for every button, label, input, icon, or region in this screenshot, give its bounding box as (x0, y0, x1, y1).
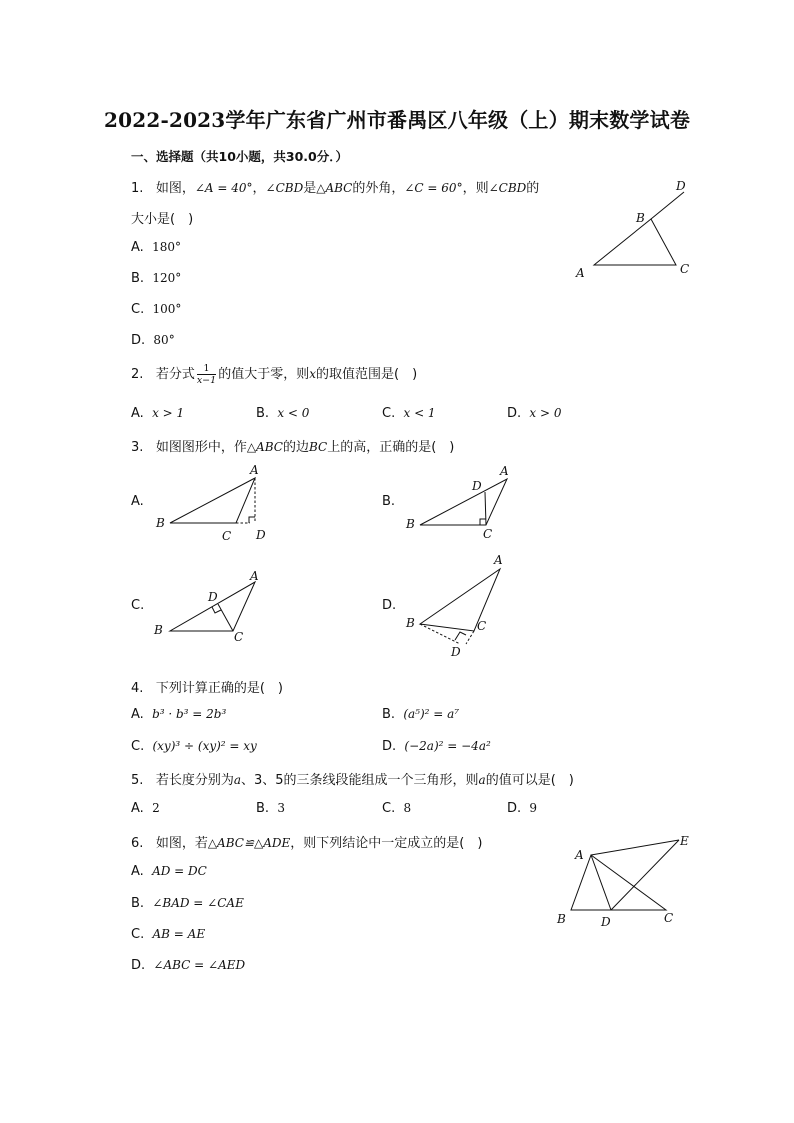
label-b: B (406, 616, 415, 630)
question-text: ，则下列结论中一定成立的是( ) (290, 836, 483, 851)
q6-option-c: C. AB = AE (131, 927, 206, 942)
q5-option-d: D. 9 (507, 801, 538, 816)
math-expr: ∠C = 60° (404, 181, 463, 195)
label-a: A (250, 463, 259, 477)
label-a: A (494, 553, 503, 567)
label-b: B (406, 517, 415, 531)
question-number: 1. (131, 181, 144, 196)
label-c: C (477, 619, 487, 633)
question-text: 的外角， (352, 181, 405, 196)
question-text: 如图图形中，作 (155, 440, 247, 455)
math-var: x (309, 367, 316, 381)
question-1-line-2: 大小是( ) (131, 212, 194, 227)
question-text: 的取值范围是( ) (316, 367, 418, 382)
label-c: C (680, 262, 690, 276)
question-text: 下列计算正确的是( ) (155, 681, 283, 696)
q6-option-a: A. AD = DC (131, 864, 207, 879)
q2-option-a: A. x > 1 (131, 406, 185, 421)
q1-option-b: B. 120° (131, 271, 182, 286)
label-b: B (154, 623, 163, 637)
q3-option-d: D. (382, 598, 397, 613)
question-text: 的 (526, 181, 540, 196)
label-b: B (557, 912, 566, 926)
q5-option-b: B. 3 (256, 801, 285, 816)
question-text: 若长度分别为 (155, 773, 234, 788)
q4-option-a: A. b³ · b³ = 2b³ (131, 707, 227, 722)
label-c: C (222, 529, 232, 543)
label-c: C (234, 630, 244, 644)
label-e: E (680, 834, 689, 848)
math-expr: BC (308, 440, 328, 454)
label-a: A (250, 569, 259, 583)
question-text: 上的高，正确的是( ) (327, 440, 455, 455)
q3-option-a: A. (131, 494, 144, 509)
label-d: D (472, 479, 482, 493)
question-text: 的值可以是( ) (485, 773, 574, 788)
label-d: D (208, 590, 218, 604)
math-expr: ∠CBD (265, 181, 304, 195)
question-number: 5. (131, 773, 144, 788)
q5-option-a: A. 2 (131, 801, 160, 816)
question-text: 如图，若 (155, 836, 208, 851)
question-text: 、3、5的三条线段能组成一个三角形，则 (240, 773, 479, 788)
label-a: A (575, 848, 584, 862)
label-d: D (256, 528, 266, 542)
page-title: 2022-2023学年广东省广州市番禺区八年级（上）期末数学试卷 (103, 108, 691, 132)
question-text: ，则 (462, 181, 489, 196)
q3-option-c: C. (131, 598, 145, 613)
label-c: C (483, 527, 493, 541)
q2-option-b: B. x < 0 (256, 406, 310, 421)
q1-option-d: D. 80° (131, 333, 175, 348)
question-text: ， (252, 181, 266, 196)
fraction: $\frac{1}{x-1}$ (196, 363, 217, 386)
label-c: C (664, 911, 674, 925)
math-expr: ∠CBD (488, 181, 527, 195)
question-text: 的边 (282, 440, 309, 455)
question-text: 若分式 (155, 367, 195, 382)
q1-option-a: A. 180° (131, 240, 181, 255)
q3-option-b: B. (382, 494, 396, 509)
label-a: A (500, 464, 509, 478)
question-text: 如图， (155, 181, 195, 196)
label-a: A (576, 266, 585, 280)
question-text: 是 (303, 181, 317, 196)
q4-option-d: D. (−2a)² = −4a² (382, 739, 491, 754)
question-number: 6. (131, 836, 144, 851)
q2-option-d: D. x > 0 (507, 406, 562, 421)
question-number: 3. (131, 440, 144, 455)
q4-option-c: C. (xy)³ ÷ (xy)² = xy (131, 739, 257, 754)
q4-option-b: B. (a⁵)² = a⁷ (382, 707, 460, 722)
q1-option-c: C. 100° (131, 302, 182, 317)
section-heading: 一、选择题（共10小题，共30.0分．） (131, 149, 348, 164)
label-d: D (451, 645, 461, 659)
label-b: B (156, 516, 165, 530)
q2-option-c: C. x < 1 (382, 406, 436, 421)
math-expr: △ABC (316, 181, 353, 195)
question-text: 的值大于零，则 (218, 367, 310, 382)
q5-option-c: C. 8 (382, 801, 412, 816)
math-expr: ∠A = 40° (194, 181, 253, 195)
q6-option-d: D. ∠ABC = ∠AED (131, 958, 246, 973)
label-d: D (601, 915, 611, 929)
math-expr: △ABC≌△ADE (207, 836, 291, 850)
question-number: 2. (131, 367, 144, 382)
question-number: 4. (131, 681, 144, 696)
q6-option-b: B. ∠BAD = ∠CAE (131, 896, 244, 911)
math-var: a (233, 773, 241, 787)
math-expr: △ABC (246, 440, 283, 454)
math-var: a (478, 773, 486, 787)
label-b: B (636, 211, 645, 225)
label-d: D (676, 179, 686, 193)
